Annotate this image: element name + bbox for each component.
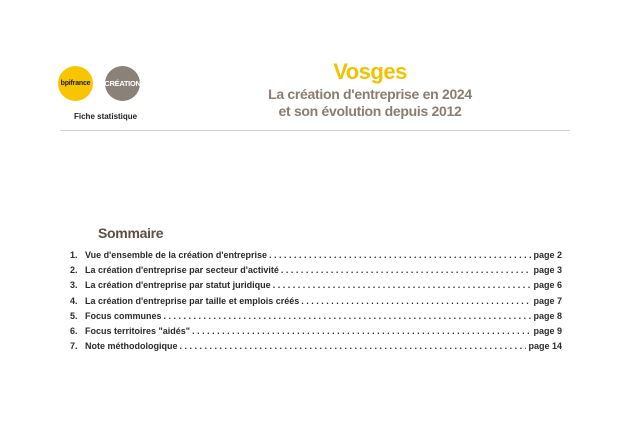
toc-item[interactable] (70, 296, 562, 311)
toc-dot-leader (281, 265, 532, 275)
toc-item-page: page 14 (528, 341, 562, 352)
toc-item[interactable] (70, 341, 562, 356)
toc-dot-leader (301, 296, 531, 306)
toc-item-number: 7. (70, 341, 78, 352)
toc-item-number: 2. (70, 265, 78, 276)
toc-item-label: Vue d'ensemble de la création d'entreprise (85, 250, 268, 260)
toc-item-number: 6. (70, 325, 78, 336)
toc-item-label: Focus territoires "aidés" (85, 325, 191, 336)
toc-item[interactable] (70, 280, 562, 295)
header-divider (60, 130, 570, 131)
subtitle-line-1: La création d'entreprise en 2024 (268, 86, 472, 102)
toc-item-number: 5. (70, 310, 78, 321)
toc-dot-leader (180, 341, 527, 351)
toc-item-page: page 8 (533, 310, 562, 321)
toc-item-label: Focus communes (85, 310, 162, 321)
toc-item-label: La création d'entreprise par taille et emplois créés (85, 295, 300, 306)
fiche-label: Fiche statistique (74, 112, 138, 121)
table-of-contents (70, 250, 562, 356)
toc-dot-leader (164, 311, 532, 321)
toc-item[interactable] (70, 250, 562, 265)
toc-item-label: Note méthodologique (85, 341, 178, 352)
toc-dot-leader (192, 326, 531, 336)
sommaire-title: Sommaire (98, 225, 164, 241)
subtitle-line-2: et son évolution depuis 2012 (278, 103, 462, 119)
toc-dot-leader (269, 250, 531, 260)
toc-item-page: page 7 (533, 295, 562, 306)
toc-item-page: page 3 (533, 265, 562, 276)
bpifrance-logo: bpifrance (58, 66, 93, 101)
toc-item-page: page 9 (533, 325, 562, 336)
toc-dot-leader (273, 280, 532, 290)
toc-item-number: 1. (70, 250, 78, 260)
toc-item-number: 3. (70, 280, 78, 291)
logos (58, 66, 158, 102)
toc-item-label: La création d'entreprise par secteur d'activité (85, 265, 279, 276)
toc-item-number: 4. (70, 295, 78, 306)
toc-item-label: La création d'entreprise par statut juridique (85, 280, 271, 291)
toc-item[interactable] (70, 265, 562, 280)
toc-item[interactable] (70, 326, 562, 341)
title-block (230, 58, 510, 120)
toc-item-page: page 6 (533, 280, 562, 291)
toc-item[interactable] (70, 311, 562, 326)
page-title: Vosges (333, 59, 407, 84)
toc-item-page: page 2 (533, 250, 562, 260)
creation-logo: CRÉATION (105, 66, 140, 101)
